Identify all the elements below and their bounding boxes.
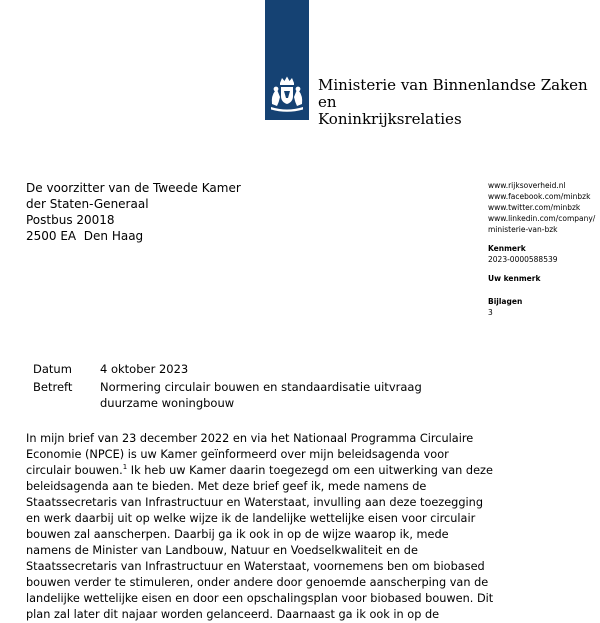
body-line: en werk daarbij uit op welke wijze ik de landelijke wettelijke eisen voor circulair [26,512,476,525]
link-rijksoverheid[interactable]: www.rijksoverheid.nl [488,181,566,190]
letter-body [26,431,494,623]
link-linkedin-continued[interactable]: ministerie-van-bzk [488,225,558,234]
body-line: landelijke wettelijke eisen en door een opschalingsplan voor biobased bouwen. Dit [26,592,494,605]
datum-row [33,361,430,377]
address-line: Postbus 20018 [26,213,115,227]
kenmerk-label: Kenmerk [488,244,526,253]
rijksoverheid-logo-bar [265,0,309,120]
betreft-value: Normering circulair bouwen en standaardisatie uitvraag duurzame woningbouw [100,380,422,410]
address-line: 2500 EA Den Haag [26,229,144,243]
body-line: bouwen zal aanscherpen. Daarbij ga ik ook in op de wijze waarop ik, mede [26,528,449,541]
link-facebook[interactable]: www.facebook.com/minbzk [488,192,591,201]
body-line: Economie (NPCE) is uw Kamer geïnformeerd over mijn beleidsagenda voor [26,448,449,461]
body-line: bouwen verder te stimuleren, onder andere door genoemde aanscherping van de [26,576,489,589]
body-line [26,463,493,479]
ministry-name-line2: Koninkrijksrelaties [318,110,462,128]
body-line: plan zal later dit najaar worden gelanceerd. Daarnaast ga ik ook in op de [26,608,440,621]
address-line: De voorzitter van de Tweede Kamer [26,181,241,195]
body-line: beleidsagenda aan te bieden. Met deze brief geef ik, mede namens de [26,480,427,493]
bijlagen-label: Bijlagen [488,297,523,306]
uw-kenmerk-label: Uw kenmerk [488,274,541,283]
datum-value: 4 oktober 2023 [100,362,189,376]
body-text-segment: circulair bouwen. [26,464,123,477]
footnote-marker[interactable]: 1 [122,463,128,472]
body-line: Staatssecretaris van Infrastructuur en Waterstaat, invulling aan deze toezegging [26,496,483,509]
link-twitter[interactable]: www.twitter.com/minbzk [488,203,581,212]
sender-sidebar [488,180,600,318]
ministry-name [318,77,600,128]
betreft-row [33,379,430,411]
betreft-label: Betreft [33,380,73,394]
body-line: Staatssecretaris van Infrastructuur en Waterstaat, voornemens ben om biobased [26,560,485,573]
recipient-address [26,180,241,244]
body-text-segment: Ik heb uw Kamer daarin toegezegd om een uitwerking van deze [127,464,493,477]
kenmerk-value: 2023-0000588539 [488,255,558,264]
ministry-name-line1: Ministerie van Binnenlandse Zaken en [318,76,588,111]
address-line: der Staten-Generaal [26,197,149,211]
body-line: In mijn brief van 23 december 2022 en via het Nationaal Programma Circulaire [26,432,474,445]
link-linkedin[interactable]: www.linkedin.com/company/ [488,214,596,223]
bijlagen-value: 3 [488,308,493,317]
datum-label: Datum [33,362,72,376]
letter-meta [33,361,430,413]
royal-crest-icon [267,74,307,114]
body-line: namens de Minister van Landbouw, Natuur en Voedselkwaliteit en de [26,544,418,557]
